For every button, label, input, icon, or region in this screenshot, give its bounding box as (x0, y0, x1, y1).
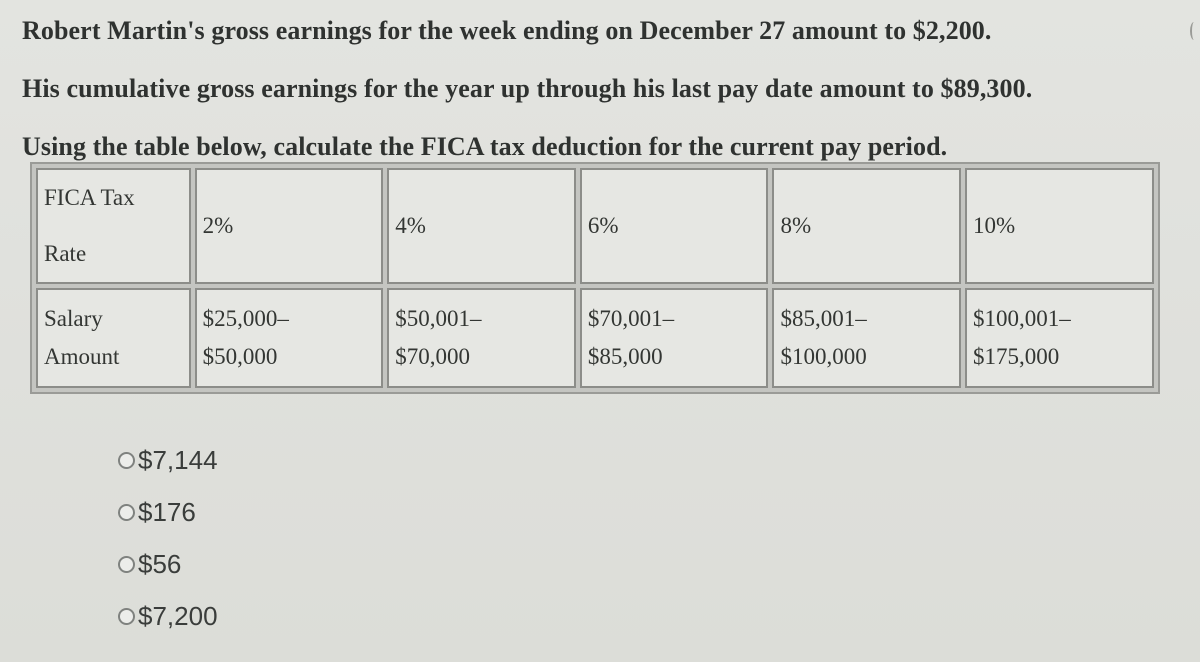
range-to: $100,000 (780, 344, 867, 369)
answer-option-label[interactable]: $176 (138, 496, 196, 527)
edge-mark (1190, 22, 1198, 40)
answer-option-label[interactable]: $7,200 (138, 600, 218, 631)
answer-option-label[interactable]: $7,144 (138, 444, 218, 475)
answer-option-1[interactable] (118, 434, 218, 486)
answer-option-3[interactable] (118, 538, 218, 590)
radio-circle-icon[interactable] (118, 556, 135, 573)
table-row-salary (36, 288, 1154, 388)
answer-option-4[interactable] (118, 590, 218, 642)
header-rate-line2: Rate (44, 241, 87, 266)
range-to: $70,000 (395, 344, 470, 369)
answer-option-2[interactable] (118, 486, 218, 538)
rate-cell: 4% (387, 168, 576, 284)
range-from: $70,001– (587, 306, 675, 331)
header-rate-line1: FICA Tax (44, 185, 135, 210)
answer-option-label[interactable]: $56 (138, 548, 182, 579)
header-cell-salary (36, 288, 191, 388)
range-to: $50,000 (202, 344, 278, 369)
header-salary-line1: Salary (44, 306, 103, 331)
salary-range-cell (580, 288, 769, 388)
header-salary-line2: Amount (44, 344, 120, 369)
salary-range-cell (965, 288, 1154, 388)
answer-options (118, 434, 218, 642)
question-line-2: His cumulative gross earnings for the year up through his last pay date amount to $89,300. (22, 74, 1033, 103)
question-line-1: Robert Martin's gross earnings for the week ending on December 27 amount to $2,200. (22, 16, 992, 45)
header-cell-rate (36, 168, 191, 284)
radio-circle-icon[interactable] (118, 504, 135, 521)
range-from: $50,001– (395, 306, 482, 331)
range-to: $85,000 (587, 344, 663, 369)
rate-cell: 8% (772, 168, 961, 284)
question-line-3: Using the table below, calculate the FICA tax deduction for the current pay period. (22, 132, 948, 161)
salary-range-cell (195, 288, 384, 388)
radio-circle-icon[interactable] (118, 608, 135, 625)
range-from: $85,001– (780, 306, 867, 331)
salary-range-cell (387, 288, 576, 388)
rate-cell: 6% (580, 168, 769, 284)
range-from: $25,000– (202, 306, 289, 331)
range-from: $100,001– (973, 306, 1071, 331)
rate-cell: 10% (965, 168, 1154, 284)
table-row-rates (36, 168, 1154, 284)
rate-cell: 2% (195, 168, 384, 284)
range-to: $175,000 (973, 344, 1060, 369)
question-text (22, 2, 1172, 176)
radio-circle-icon[interactable] (118, 452, 135, 469)
fica-rate-table (30, 162, 1160, 394)
salary-range-cell (772, 288, 961, 388)
